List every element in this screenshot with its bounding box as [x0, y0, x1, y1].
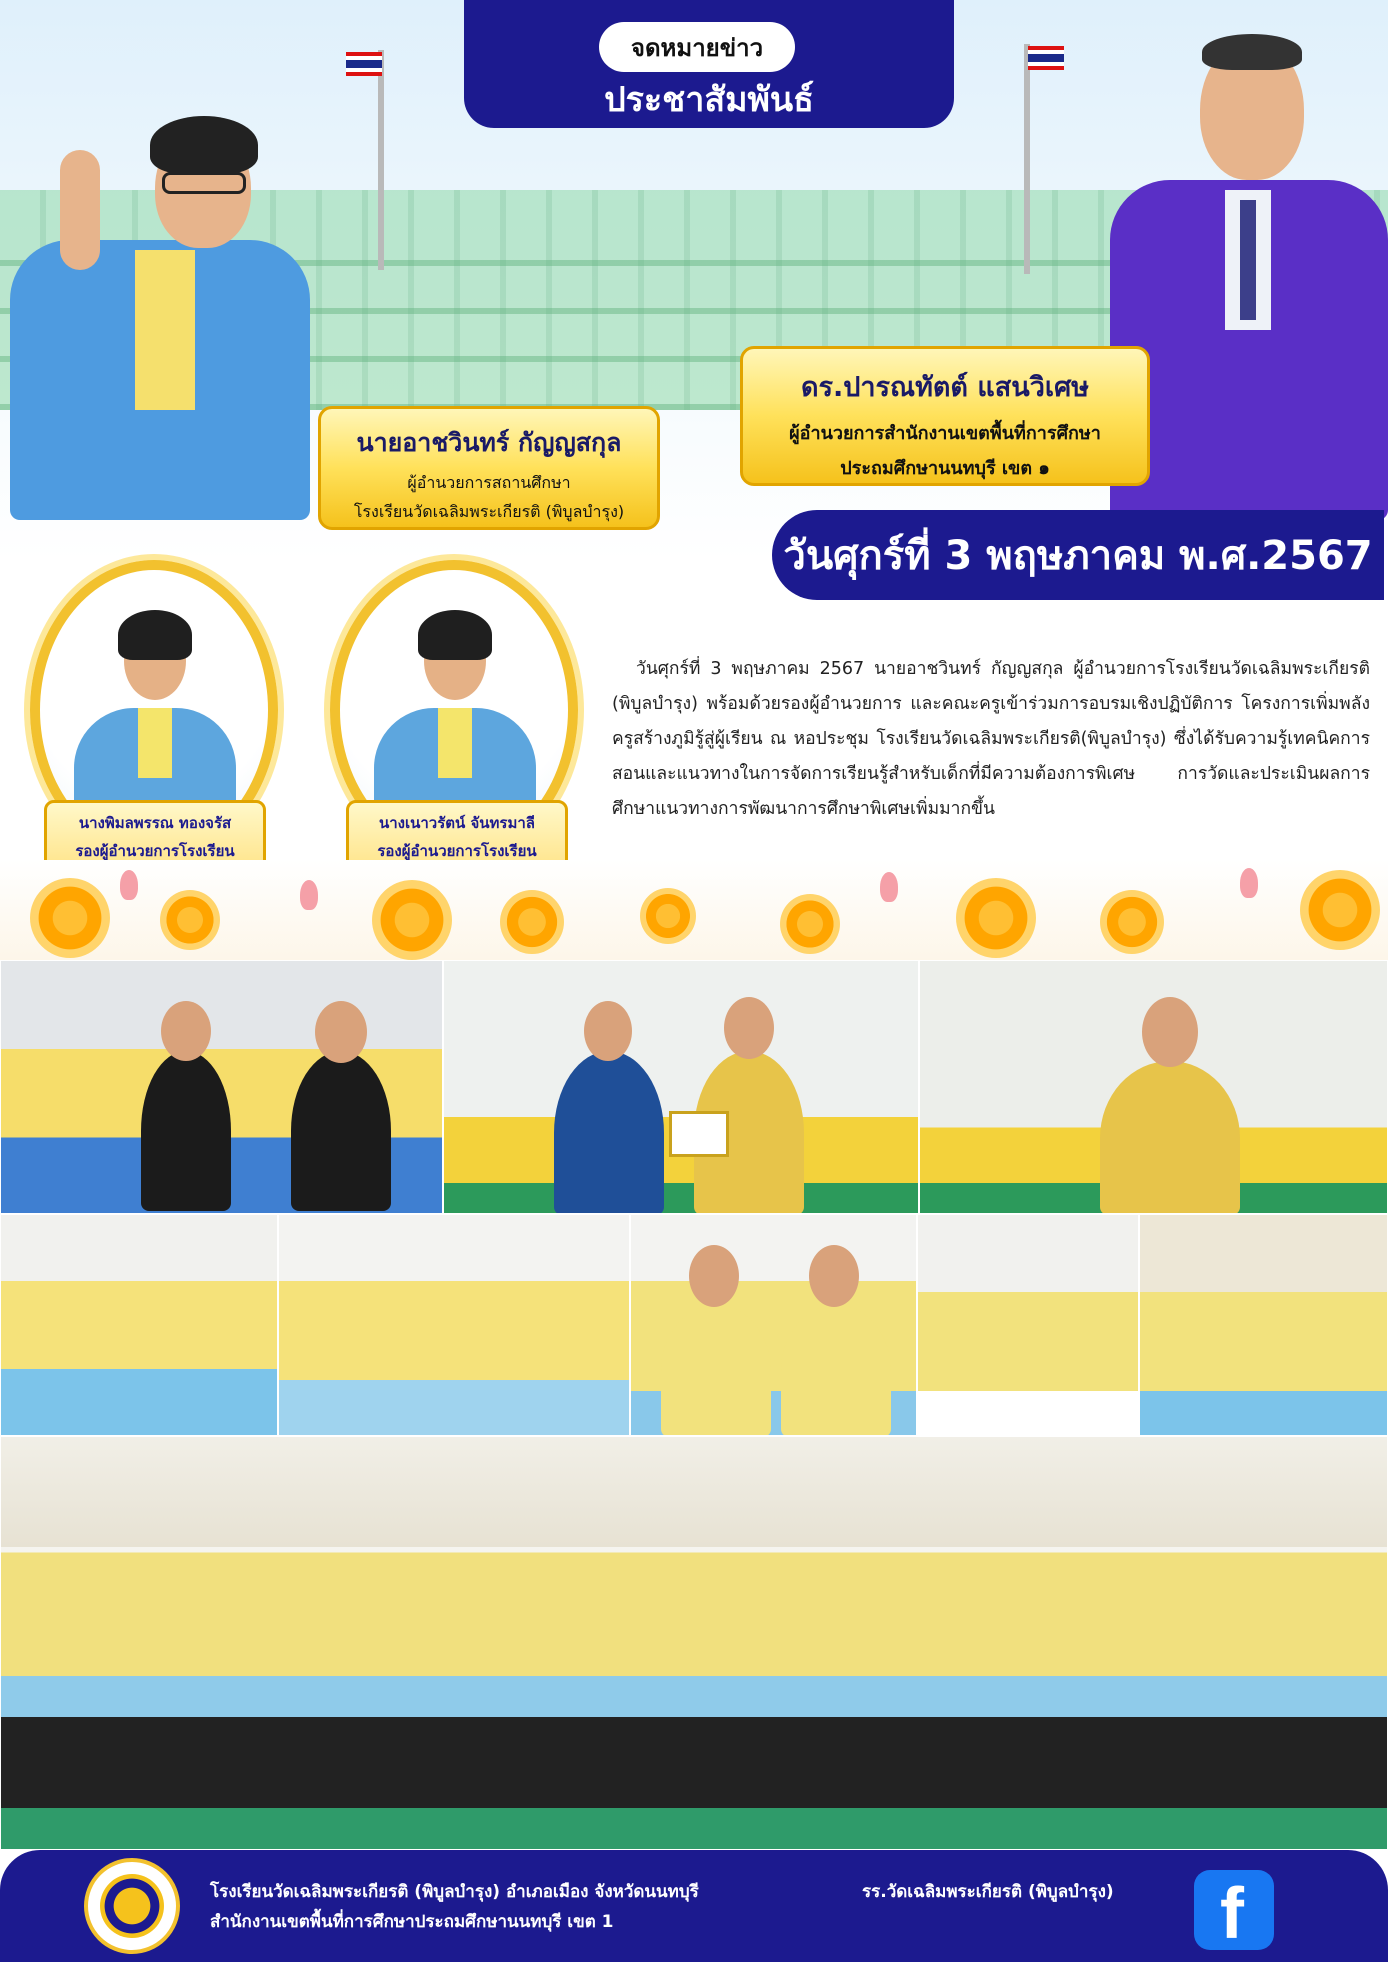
- district-director-portrait: [1110, 30, 1388, 510]
- newsletter-label: จดหมายข่าว: [599, 22, 795, 72]
- footer-bar: [0, 1850, 1388, 1962]
- flagpole-left: [378, 50, 384, 270]
- photo-teachers-signing-2: [1139, 1214, 1388, 1436]
- school-seal-icon: [84, 1858, 180, 1954]
- photo-speaker-at-microphone: [919, 960, 1388, 1214]
- facebook-icon[interactable]: f: [1194, 1870, 1274, 1950]
- director-portrait: [0, 110, 330, 510]
- photo-certificate-presentation: [443, 960, 919, 1214]
- photo-teachers-group-small: [917, 1214, 1139, 1436]
- footer-facebook-page-name[interactable]: รร.วัดเฉลิมพระเกียรติ (พิบูลบำรุง): [862, 1882, 1114, 1902]
- newsletter-title: ประชาสัมพันธ์: [604, 80, 814, 120]
- photo-teachers-signing-1: [0, 1214, 278, 1436]
- director-role: ผู้อำนวยการสถานศึกษา: [407, 473, 571, 492]
- director-name-banner: [318, 406, 660, 530]
- director-name: นายอาชวินทร์ กัญญสกุล: [356, 428, 622, 457]
- deputy2-name: นางเนาวรัตน์ จันทรมาลี: [379, 814, 535, 832]
- deputy1-role: รองผู้อำนวยการโรงเรียน: [75, 842, 235, 860]
- date-banner: วันศุกร์ที่ 3 พฤษภาคม พ.ศ.2567: [772, 510, 1384, 600]
- photo-audience-deputies: [0, 960, 443, 1214]
- district-director-name-banner: [740, 346, 1150, 486]
- district-director-role: ผู้อำนวยการสำนักงานเขตพื้นที่การศึกษา: [789, 423, 1101, 444]
- photo-group-portrait: [0, 1436, 1388, 1850]
- flagpole-right: [1024, 44, 1030, 274]
- thai-flag-left: [346, 52, 382, 76]
- photo-two-teachers: [630, 1214, 917, 1436]
- photo-teachers-smiling: [278, 1214, 630, 1436]
- district-director-area: ประถมศึกษานนทบุรี เขต ๑: [840, 458, 1050, 479]
- footer-district-office: สำนักงานเขตพื้นที่การศึกษาประถมศึกษานนทบุรี เขต 1: [210, 1912, 614, 1932]
- deputy1-name: นางพิมลพรรณ ทองจรัส: [78, 814, 232, 832]
- deputy2-role: รองผู้อำนวยการโรงเรียน: [377, 842, 537, 860]
- district-director-name: ดร.ปารณทัตต์ แสนวิเศษ: [800, 372, 1090, 403]
- footer-school-address: โรงเรียนวัดเฉลิมพระเกียรติ (พิบูลบำรุง) อำเภอเมือง จังหวัดนนทบุรี: [210, 1882, 699, 1902]
- article-body: วันศุกร์ที่ 3 พฤษภาคม 2567 นายอาชวินทร์ กัญญสกุล ผู้อำนวยการโรงเรียนวัดเฉลิมพระเกียรติ (พิบูลบำรุง) พร้อมด้วยรองผู้อำนวยการ และคณะครูเข้าร่วมการอบรมเชิงปฏิบัติการ โครงการเพิ่มพลังครูสร้างภูมิรู้สู่ผู้เรียน ณ หอประชุม โรงเรียนวัดเฉลิมพระเกียรติ(พิบูลบำรุง) ซึ่งได้รับความรู้เทคนิคการสอนและแนวทางในการจัดการเรียนรู้สำหรับเด็กที่มีความต้องการพิเศษ การวัดและประเมินผลการศึกษาแนวทางการพัฒนาการศึกษาพิเศษเพิ่มมากขึ้น: [612, 659, 1370, 819]
- director-school: โรงเรียนวัดเฉลิมพระเกียรติ (พิบูลบำรุง): [353, 502, 625, 521]
- thai-flag-right: [1028, 46, 1064, 70]
- flower-decoration: [0, 860, 1388, 960]
